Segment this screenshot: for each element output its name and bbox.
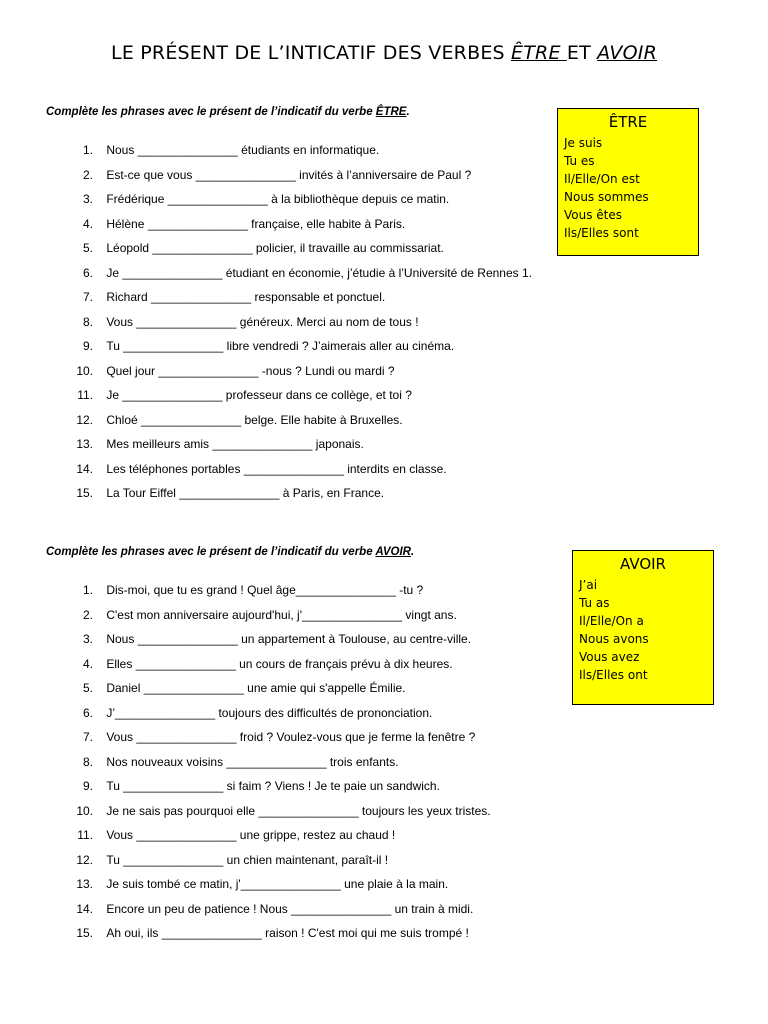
exercise-number: 5. xyxy=(82,681,93,695)
exercise-sentence: Je _______________ professeur dans ce collège, et toi ? xyxy=(106,388,412,402)
exercise-sentence: Vous _______________ froid ? Voulez-vous que je ferme la fenêtre ? xyxy=(106,730,476,744)
conjugation-forms xyxy=(579,576,707,684)
exercise-item xyxy=(60,289,532,314)
exercise-number: 12. xyxy=(76,412,93,427)
exercise-sentence: Richard _______________ responsable et ponctuel. xyxy=(106,290,386,304)
exercise-sentence: Les téléphones portables _______________ interdits en classe. xyxy=(106,461,447,476)
title-prefix: LE PRÉSENT DE L’INTICATIF DES VERBES xyxy=(111,42,512,64)
exercise-sentence: Je _______________ étudiant en économie, j’étudie à l’Université de Rennes 1. xyxy=(106,265,532,280)
conjugation-form: J’ai xyxy=(579,578,598,592)
exercise-item xyxy=(60,631,491,656)
exercise-number: 12. xyxy=(76,852,93,867)
exercise-number: 4. xyxy=(82,656,93,671)
exercise-list-etre xyxy=(60,142,532,510)
exercise-item xyxy=(60,461,532,486)
exercise-number: 6. xyxy=(82,705,93,720)
exercise-number: 10. xyxy=(76,363,93,378)
conjugation-box-etre xyxy=(557,108,699,256)
conjugation-box-title: ÊTRE xyxy=(608,113,648,131)
exercise-sentence: Est-ce que vous _______________ invités à l’anniversaire de Paul ? xyxy=(106,167,472,182)
instruction-avoir-verb: AVOIR xyxy=(375,546,411,558)
exercise-item xyxy=(60,240,532,265)
exercise-item xyxy=(60,901,491,926)
conjugation-form: Tu as xyxy=(579,596,610,610)
conjugation-form: Nous sommes xyxy=(564,190,649,204)
exercise-number: 5. xyxy=(82,241,93,255)
exercise-item xyxy=(60,191,532,216)
exercise-number: 15. xyxy=(76,926,93,940)
exercise-sentence: Vous _______________ une grippe, restez au chaud ! xyxy=(106,828,396,842)
exercise-number: 14. xyxy=(76,901,93,916)
exercise-item xyxy=(60,925,491,950)
exercise-item xyxy=(60,827,491,852)
exercise-item xyxy=(60,729,491,754)
exercise-number: 9. xyxy=(82,779,93,793)
exercise-number: 3. xyxy=(82,192,93,206)
exercise-sentence: Mes meilleurs amis _______________ japonais. xyxy=(106,437,364,451)
exercise-number: 1. xyxy=(82,583,93,597)
exercise-number: 8. xyxy=(82,754,93,769)
instruction-avoir: Complète les phrases avec le présent de l’indicatif du verbe AVOIR. xyxy=(46,546,415,558)
exercise-sentence: Je suis tombé ce matin, j'_______________ une plaie à la main. xyxy=(106,877,449,891)
exercise-number: 7. xyxy=(82,730,93,744)
conjugation-box-avoir xyxy=(572,550,714,705)
instruction-etre-verb: ÊTRE xyxy=(375,106,407,118)
exercise-item xyxy=(60,387,532,412)
exercise-sentence: Nous _______________ un appartement à Toulouse, au centre-ville. xyxy=(106,632,472,646)
exercise-number: 2. xyxy=(82,607,93,622)
exercise-item xyxy=(60,338,532,363)
exercise-item xyxy=(60,436,532,461)
exercise-item xyxy=(60,314,532,339)
title-verb-avoir: AVOIR xyxy=(597,42,657,64)
conjugation-form: Vous êtes xyxy=(564,208,623,222)
exercise-sentence: Tu _______________ libre vendredi ? J’aimerais aller au cinéma. xyxy=(106,339,455,353)
exercise-number: 3. xyxy=(82,632,93,646)
instruction-etre: Complète les phrases avec le présent de l’indicatif du verbe ÊTRE. xyxy=(46,106,410,118)
exercise-sentence: Ah oui, ils _______________ raison ! C'est moi qui me suis trompé ! xyxy=(106,926,469,940)
exercise-item xyxy=(60,607,491,632)
exercise-number: 11. xyxy=(77,828,93,842)
conjugation-form: Il/Elle/On est xyxy=(564,172,640,186)
exercise-item xyxy=(60,778,491,803)
conjugation-form: Nous avons xyxy=(579,632,649,646)
conjugation-forms xyxy=(564,134,692,242)
exercise-sentence: Hélène _______________ française, elle habite à Paris. xyxy=(106,216,406,231)
exercise-sentence: Nos nouveaux voisins _______________ trois enfants. xyxy=(106,754,399,769)
conjugation-form: Ils/Elles ont xyxy=(579,668,648,682)
exercise-number: 9. xyxy=(82,339,93,353)
exercise-sentence: Dis-moi, que tu es grand ! Quel âge_______________ -tu ? xyxy=(106,583,424,597)
exercise-sentence: J’_______________ toujours des difficultés de prononciation. xyxy=(106,705,433,720)
conjugation-form: Il/Elle/On a xyxy=(579,614,644,628)
conjugation-form: Vous avez xyxy=(579,650,640,664)
exercise-sentence: Léopold _______________ policier, il travaille au commissariat. xyxy=(106,241,444,255)
exercise-sentence: Daniel _______________ une amie qui s'appelle Émilie. xyxy=(106,681,406,695)
exercise-number: 11. xyxy=(77,388,93,402)
conjugation-form: Ils/Elles sont xyxy=(564,226,639,240)
exercise-sentence: Frédérique _______________ à la bibliothèque depuis ce matin. xyxy=(106,192,450,206)
exercise-number: 4. xyxy=(82,216,93,231)
exercise-number: 13. xyxy=(76,877,93,891)
exercise-sentence: Je ne sais pas pourquoi elle _______________ toujours les yeux tristes. xyxy=(106,803,491,818)
exercise-item xyxy=(60,582,491,607)
exercise-number: 6. xyxy=(82,265,93,280)
exercise-item xyxy=(60,412,532,437)
exercise-sentence: Nous _______________ étudiants en informatique. xyxy=(106,143,380,157)
exercise-sentence: Elles _______________ un cours de français prévu à dix heures. xyxy=(106,656,453,671)
exercise-item xyxy=(60,142,532,167)
exercise-list-avoir xyxy=(60,582,491,950)
exercise-sentence: Tu _______________ un chien maintenant, paraît-il ! xyxy=(106,852,389,867)
exercise-item xyxy=(60,852,491,877)
exercise-sentence: Quel jour _______________ -nous ? Lundi ou mardi ? xyxy=(106,363,395,378)
exercise-sentence: Tu _______________ si faim ? Viens ! Je te paie un sandwich. xyxy=(106,779,440,793)
exercise-item xyxy=(60,485,532,510)
exercise-number: 15. xyxy=(76,486,93,500)
exercise-item xyxy=(60,216,532,241)
exercise-number: 2. xyxy=(82,167,93,182)
page-title xyxy=(0,42,768,64)
conjugation-form: Tu es xyxy=(564,154,595,168)
exercise-item xyxy=(60,167,532,192)
exercise-item xyxy=(60,754,491,779)
exercise-item xyxy=(60,803,491,828)
exercise-number: 8. xyxy=(82,314,93,329)
exercise-number: 13. xyxy=(76,437,93,451)
exercise-sentence: La Tour Eiffel _______________ à Paris, en France. xyxy=(106,486,385,500)
exercise-number: 10. xyxy=(76,803,93,818)
exercise-number: 7. xyxy=(82,290,93,304)
exercise-item xyxy=(60,680,491,705)
exercise-sentence: Chloé _______________ belge. Elle habite à Bruxelles. xyxy=(106,412,403,427)
exercise-number: 1. xyxy=(82,143,93,157)
exercise-item xyxy=(60,265,532,290)
exercise-sentence: C'est mon anniversaire aujourd'hui, j'_______________ vingt ans. xyxy=(106,607,457,622)
exercise-number: 14. xyxy=(76,461,93,476)
exercise-item xyxy=(60,656,491,681)
exercise-item xyxy=(60,363,532,388)
exercise-sentence: Vous _______________ généreux. Merci au nom de tous ! xyxy=(106,314,419,329)
conjugation-form: Je suis xyxy=(564,136,603,150)
exercise-item xyxy=(60,876,491,901)
title-verb-etre: ÊTRE xyxy=(511,42,567,64)
title-middle: ET xyxy=(566,42,598,64)
exercise-item xyxy=(60,705,491,730)
exercise-sentence: Encore un peu de patience ! Nous _______________ un train à midi. xyxy=(106,901,474,916)
conjugation-box-title: AVOIR xyxy=(620,555,666,573)
